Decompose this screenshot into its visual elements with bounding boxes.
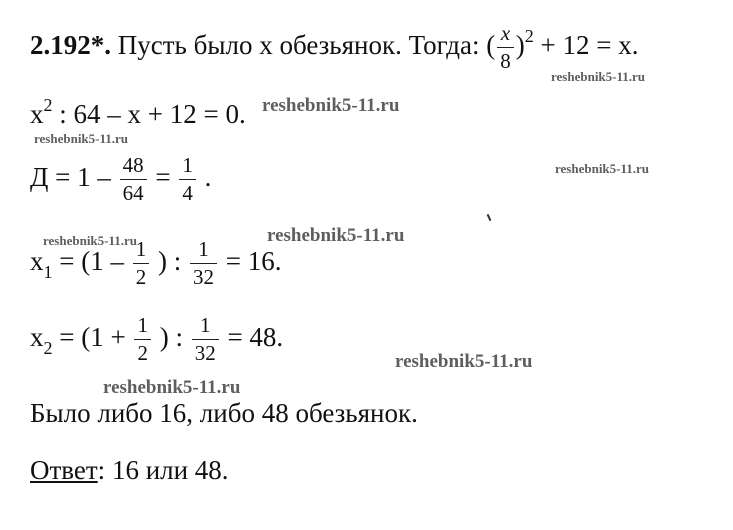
- close-paren: ): [515, 29, 525, 60]
- equation-1: $x^2$ : 64 – x + 12 = 0.: [30, 95, 246, 129]
- equation-rest: + 12 = x.: [533, 29, 639, 60]
- root-x1-line: $x_1 = (1$ – $\frac{1}{2}$ ) : $\frac{1}{32}$ = 16.: [30, 237, 282, 290]
- fraction-1-over-2: $\frac{1}{2}$: [134, 314, 151, 365]
- problem-number: 2.192*.: [30, 29, 111, 60]
- watermark: reshebnik5-11.ru: [34, 131, 129, 146]
- root-x2-line: $x_2 = (1$ + $\frac{1}{2}$ ) : $\frac{1}{32}$ = 48.: [30, 313, 284, 366]
- conclusion-text: Было либо 16, либо 48 обезьянок.: [30, 398, 418, 428]
- watermark: reshebnik5-11.ru: [551, 69, 646, 84]
- discriminant-line: Д = 1 – $\frac{48}{64}$ = $\frac{1}{4}$ .: [30, 153, 212, 206]
- watermark: reshebnik5-11.ru: [395, 351, 533, 372]
- watermark: reshebnik5-11.ru: [43, 233, 138, 248]
- fraction-1-over-4: $\frac{1}{4}$: [179, 154, 196, 205]
- open-paren: (: [486, 29, 496, 60]
- fraction-48-over-64: $\frac{48}{64}$: [120, 154, 147, 205]
- fraction-1-over-2: $\frac{1}{2}$: [133, 238, 150, 289]
- problem-statement: [30, 22, 639, 73]
- answer-line: Ответ: 16 или 48.: [30, 455, 229, 485]
- answer-label: Ответ: [30, 455, 98, 485]
- fraction-x-over-8: $\frac{x}{8}$: [497, 22, 514, 73]
- stray-mark: [487, 214, 492, 221]
- watermark: reshebnik5-11.ru: [267, 225, 405, 246]
- watermark: reshebnik5-11.ru: [103, 377, 241, 398]
- watermark: reshebnik5-11.ru: [262, 95, 400, 116]
- fraction-1-over-32: $\frac{1}{32}$: [192, 314, 219, 365]
- watermark: reshebnik5-11.ru: [555, 161, 650, 176]
- exponent: 2: [524, 25, 534, 46]
- answer-value: 16 или 48.: [105, 455, 229, 485]
- problem-text: Пусть было х обезьянок. Тогда:: [117, 29, 480, 60]
- fraction-1-over-32: $\frac{1}{32}$: [190, 238, 217, 289]
